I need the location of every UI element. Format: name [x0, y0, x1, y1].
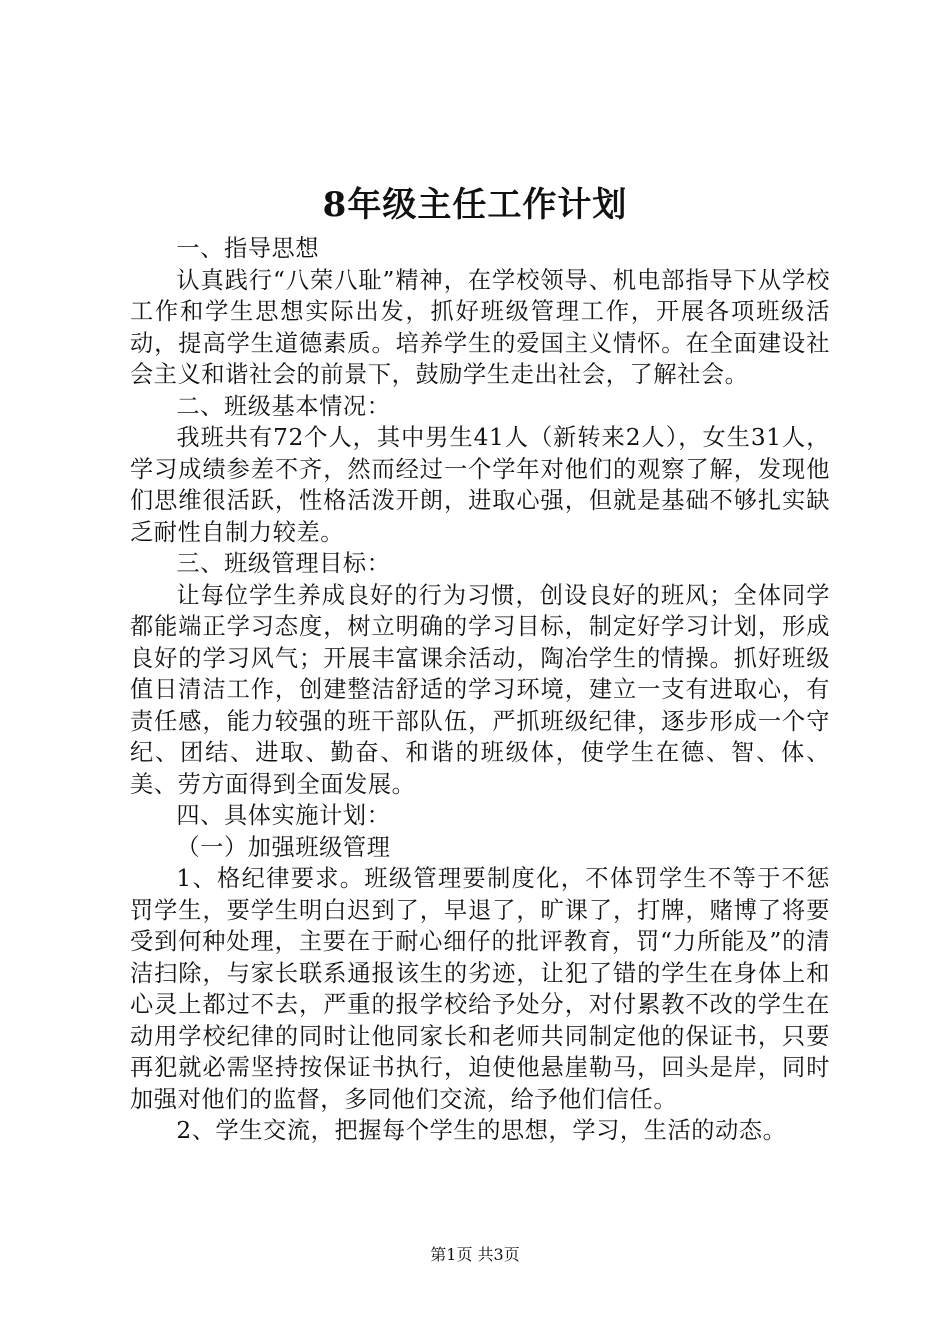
document-title: 8年级主任工作计划	[322, 185, 628, 225]
document-body	[130, 233, 830, 1147]
subsection-heading: （一）加强班级管理	[176, 833, 391, 861]
body-paragraph: 我班共有72个人，其中男生41人（新转来2人），女生31人，学习成绩参差不齐，然而经过一个学年对他们的观察了解，发现他们思维很活跃，性格活泼开朗，进取心强，但就是基础不够扎实缺乏耐性自制力较差。	[130, 424, 830, 546]
page-footer: 第1页 共3页	[430, 1245, 520, 1264]
body-paragraph: 让每位学生养成良好的行为习惯，创设良好的班风；全体同学都能端正学习态度，树立明确的学习目标，制定好学习计划，形成良好的学习风气；开展丰富课余活动，陶冶学生的情操。抓好班级值日清洁工作，创建整洁舒适的学习环境，建立一支有进取心，有责任感，能力较强的班干部队伍，严抓班级纪律，逐步形成一个守纪、团结、进取、勤奋、和谐的班级体，使学生在德、智、体、美、劳方面得到全面发展。	[130, 581, 830, 798]
section-heading: 四、具体实施计划：	[176, 802, 391, 829]
section-heading: 一、指导思想	[176, 235, 320, 262]
body-paragraph: 1、格纪律要求。班级管理要制度化，不体罚学生不等于不惩罚学生，要学生明白迟到了，早退了，旷课了，打牌，赌博了将要受到何种处理，主要在于耐心细仔的批评教育，罚“力所能及”的清洁扫除，与家长联系通报该生的劣迹，让犯了错的学生在身体上和心灵上都过不去，严重的报学校给予处分，对付累教不改的学生在动用学校纪律的同时让他同家长和老师共同制定他的保证书，只要再犯就必需坚持按保证书执行，迫使他悬崖勒马，回头是岸，同时加强对他们的监督，多同他们交流，给予他们信任。	[130, 865, 830, 1113]
body-paragraph: 认真践行“八荣八耻”精神，在学校领导、机电部指导下从学校工作和学生思想实际出发，抓好班级管理工作，开展各项班级活动，提高学生道德素质。培养学生的爱国主义情怀。在全面建设社会主义和谐社会的前景下，鼓励学生走出社会，了解社会。	[130, 266, 830, 388]
body-paragraph: 2、学生交流，把握每个学生的思想，学习，生活的动态。	[176, 1117, 787, 1144]
section-heading: 二、班级基本情况：	[176, 392, 391, 420]
section-heading: 三、班级管理目标：	[176, 550, 391, 577]
